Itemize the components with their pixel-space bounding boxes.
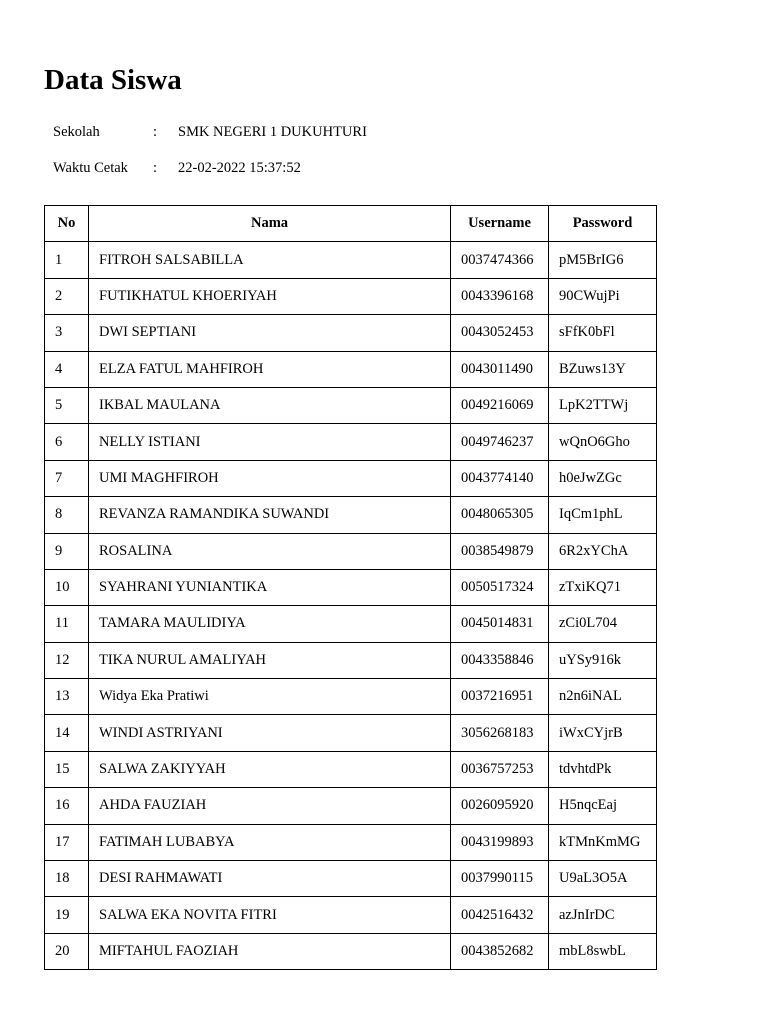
cell-username: 0043396168 bbox=[451, 278, 549, 314]
cell-password: 6R2xYChA bbox=[549, 533, 657, 569]
cell-password: kTMnKmMG bbox=[549, 824, 657, 860]
cell-password: uYSy916k bbox=[549, 642, 657, 678]
cell-nama: Widya Eka Pratiwi bbox=[89, 679, 451, 715]
cell-username: 0050517324 bbox=[451, 569, 549, 605]
cell-username: 0049216069 bbox=[451, 387, 549, 423]
sekolah-label: Sekolah bbox=[53, 124, 100, 140]
cell-password: U9aL3O5A bbox=[549, 861, 657, 897]
page-title: Data Siswa bbox=[44, 64, 182, 96]
cell-no: 3 bbox=[45, 315, 89, 351]
cell-nama: ROSALINA bbox=[89, 533, 451, 569]
cell-username: 0043774140 bbox=[451, 460, 549, 496]
cell-username: 0038549879 bbox=[451, 533, 549, 569]
cell-nama: TAMARA MAULIDIYA bbox=[89, 606, 451, 642]
cell-nama: SALWA ZAKIYYAH bbox=[89, 751, 451, 787]
table-row bbox=[45, 424, 657, 460]
cell-password: iWxCYjrB bbox=[549, 715, 657, 751]
cell-password: n2n6iNAL bbox=[549, 679, 657, 715]
cell-no: 4 bbox=[45, 351, 89, 387]
cell-username: 0049746237 bbox=[451, 424, 549, 460]
cell-password: mbL8swbL bbox=[549, 933, 657, 969]
cell-nama: REVANZA RAMANDIKA SUWANDI bbox=[89, 497, 451, 533]
waktu-cetak-label: Waktu Cetak bbox=[53, 160, 128, 176]
cell-nama: ELZA FATUL MAHFIROH bbox=[89, 351, 451, 387]
header-username: Username bbox=[451, 206, 549, 242]
cell-password: pM5BrIG6 bbox=[549, 242, 657, 278]
cell-no: 14 bbox=[45, 715, 89, 751]
cell-no: 19 bbox=[45, 897, 89, 933]
cell-no: 18 bbox=[45, 861, 89, 897]
cell-no: 13 bbox=[45, 679, 89, 715]
cell-no: 6 bbox=[45, 424, 89, 460]
cell-no: 1 bbox=[45, 242, 89, 278]
cell-username: 0043052453 bbox=[451, 315, 549, 351]
table-row bbox=[45, 606, 657, 642]
table-row bbox=[45, 351, 657, 387]
table-row bbox=[45, 642, 657, 678]
cell-password: azJnIrDC bbox=[549, 897, 657, 933]
table-row bbox=[45, 751, 657, 787]
cell-nama: UMI MAGHFIROH bbox=[89, 460, 451, 496]
header-nama: Nama bbox=[89, 206, 451, 242]
cell-password: sFfK0bFl bbox=[549, 315, 657, 351]
table-row bbox=[45, 278, 657, 314]
cell-no: 5 bbox=[45, 387, 89, 423]
table-body bbox=[45, 242, 657, 970]
cell-password: H5nqcEaj bbox=[549, 788, 657, 824]
cell-nama: FUTIKHATUL KHOERIYAH bbox=[89, 278, 451, 314]
cell-no: 16 bbox=[45, 788, 89, 824]
cell-username: 0043358846 bbox=[451, 642, 549, 678]
cell-username: 0045014831 bbox=[451, 606, 549, 642]
table-row bbox=[45, 497, 657, 533]
cell-username: 3056268183 bbox=[451, 715, 549, 751]
cell-no: 9 bbox=[45, 533, 89, 569]
table-row bbox=[45, 242, 657, 278]
cell-password: wQnO6Gho bbox=[549, 424, 657, 460]
header-no: No bbox=[45, 206, 89, 242]
cell-no: 8 bbox=[45, 497, 89, 533]
cell-username: 0037474366 bbox=[451, 242, 549, 278]
table-row bbox=[45, 824, 657, 860]
table-row bbox=[45, 715, 657, 751]
cell-no: 17 bbox=[45, 824, 89, 860]
table-row bbox=[45, 569, 657, 605]
table-row bbox=[45, 315, 657, 351]
waktu-cetak-separator: : bbox=[153, 160, 158, 176]
table-row bbox=[45, 788, 657, 824]
cell-no: 11 bbox=[45, 606, 89, 642]
waktu-cetak-value: 22-02-2022 15:37:52 bbox=[178, 160, 301, 176]
cell-username: 0043852682 bbox=[451, 933, 549, 969]
cell-nama: DWI SEPTIANI bbox=[89, 315, 451, 351]
cell-password: zCi0L704 bbox=[549, 606, 657, 642]
table-row bbox=[45, 460, 657, 496]
header-password: Password bbox=[549, 206, 657, 242]
cell-no: 10 bbox=[45, 569, 89, 605]
cell-nama: SALWA EKA NOVITA FITRI bbox=[89, 897, 451, 933]
cell-no: 12 bbox=[45, 642, 89, 678]
cell-password: zTxiKQ71 bbox=[549, 569, 657, 605]
table-row bbox=[45, 679, 657, 715]
table-row bbox=[45, 933, 657, 969]
cell-username: 0048065305 bbox=[451, 497, 549, 533]
cell-username: 0036757253 bbox=[451, 751, 549, 787]
table-row bbox=[45, 861, 657, 897]
cell-nama: MIFTAHUL FAOZIAH bbox=[89, 933, 451, 969]
cell-password: BZuws13Y bbox=[549, 351, 657, 387]
cell-nama: FITROH SALSABILLA bbox=[89, 242, 451, 278]
cell-nama: NELLY ISTIANI bbox=[89, 424, 451, 460]
cell-nama: DESI RAHMAWATI bbox=[89, 861, 451, 897]
student-table bbox=[44, 205, 657, 970]
table-header-row bbox=[45, 206, 657, 242]
table-row bbox=[45, 387, 657, 423]
cell-nama: TIKA NURUL AMALIYAH bbox=[89, 642, 451, 678]
cell-no: 20 bbox=[45, 933, 89, 969]
cell-username: 0037216951 bbox=[451, 679, 549, 715]
cell-no: 2 bbox=[45, 278, 89, 314]
cell-nama: FATIMAH LUBABYA bbox=[89, 824, 451, 860]
cell-username: 0043199893 bbox=[451, 824, 549, 860]
cell-username: 0037990115 bbox=[451, 861, 549, 897]
cell-no: 7 bbox=[45, 460, 89, 496]
cell-nama: WINDI ASTRIYANI bbox=[89, 715, 451, 751]
cell-password: LpK2TTWj bbox=[549, 387, 657, 423]
cell-password: h0eJwZGc bbox=[549, 460, 657, 496]
cell-username: 0042516432 bbox=[451, 897, 549, 933]
table-row bbox=[45, 897, 657, 933]
cell-no: 15 bbox=[45, 751, 89, 787]
cell-password: tdvhtdPk bbox=[549, 751, 657, 787]
cell-password: 90CWujPi bbox=[549, 278, 657, 314]
cell-username: 0026095920 bbox=[451, 788, 549, 824]
cell-nama: IKBAL MAULANA bbox=[89, 387, 451, 423]
cell-username: 0043011490 bbox=[451, 351, 549, 387]
cell-nama: SYAHRANI YUNIANTIKA bbox=[89, 569, 451, 605]
cell-nama: AHDA FAUZIAH bbox=[89, 788, 451, 824]
cell-password: IqCm1phL bbox=[549, 497, 657, 533]
table-row bbox=[45, 533, 657, 569]
sekolah-separator: : bbox=[153, 124, 158, 140]
sekolah-value: SMK NEGERI 1 DUKUHTURI bbox=[178, 124, 367, 140]
